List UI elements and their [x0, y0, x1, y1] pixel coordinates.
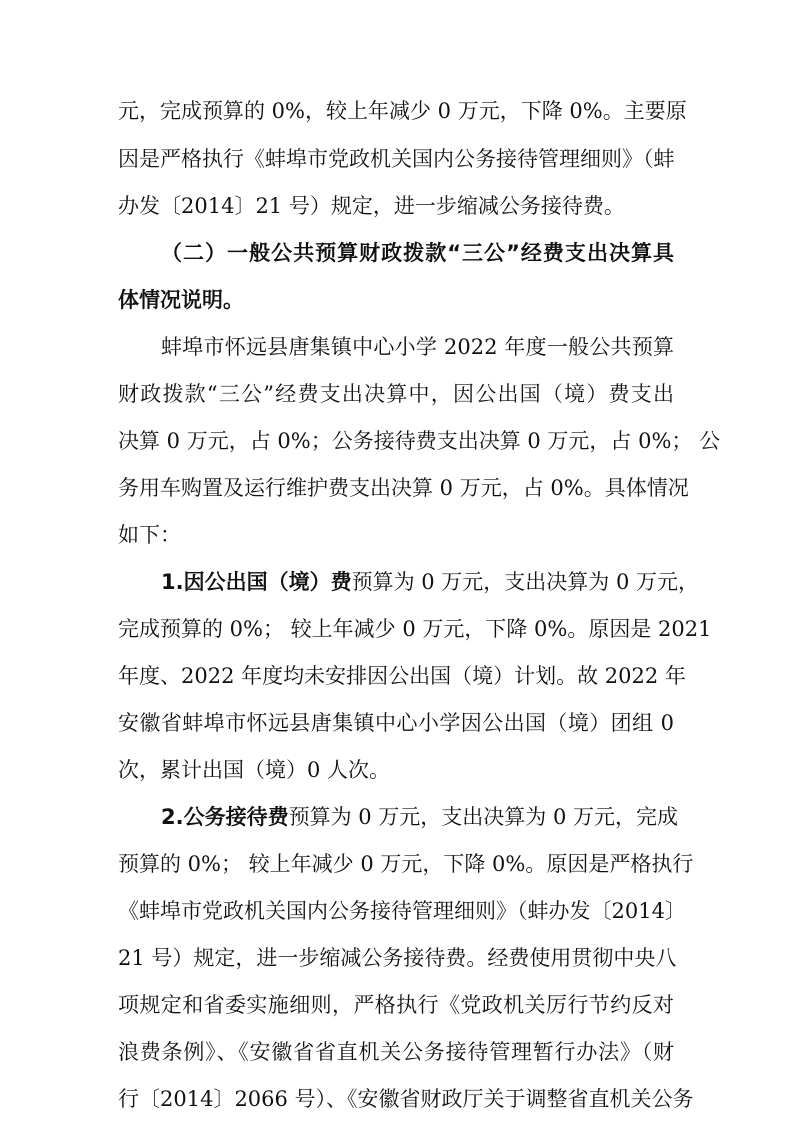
body-line: 项规定和省委实施细则，严格执行《党政机关厉行节约反对	[118, 993, 674, 1017]
section-heading: 体情况说明。	[118, 288, 244, 312]
body-line: 务用车购置及运行维护费支出决算 0 万元，占 0%。具体情况	[118, 476, 689, 500]
body-line: 元，完成预算的 0%，较上年减少 0 万元，下降 0%。主要原	[118, 99, 687, 123]
section-heading: （二）一般公共预算财政拨款“三公”经费支出决算具	[161, 241, 674, 265]
body-line: 《蚌埠市党政机关国内公务接待管理细则》（蚌办发〔2014〕	[118, 899, 686, 923]
body-line: 浪费条例》、《安徽省省直机关公务接待管理暂行办法》（财	[118, 1040, 674, 1064]
body-line: 因是严格执行《蚌埠市党政机关国内公务接待管理细则》（蚌	[118, 147, 675, 171]
body-line: 办发〔2014〕21 号）规定，进一步缩减公务接待费。	[118, 194, 625, 218]
body-line: 年度、2022 年度均未安排因公出国（境）计划。故 2022 年	[118, 664, 686, 688]
body-line: 如下：	[118, 523, 181, 547]
body-line: 次，累计出国（境）0 人次。	[118, 758, 391, 782]
item-heading: 2.公务接待费	[161, 805, 289, 829]
body-line: 预算的 0%； 较上年减少 0 万元，下降 0%。原因是严格执行	[118, 852, 694, 876]
body-line: 行〔2014〕2066 号）、《安徽省财政厅关于调整省直机关公务	[118, 1087, 694, 1111]
body-line: 完成预算的 0%； 较上年减少 0 万元，下降 0%。原因是 2021	[118, 617, 712, 641]
body-line: 财政拨款“三公”经费支出决算中，因公出国（境）费支出	[118, 382, 674, 406]
item-heading: 1.因公出国（境）费	[161, 570, 352, 594]
body-line: 21 号）规定，进一步缩减公务接待费。经费使用贯彻中央八	[118, 946, 677, 970]
body-line: 蚌埠市怀远县唐集镇中心小学 2022 年度一般公共预算	[161, 335, 674, 359]
item-line: 1.因公出国（境）费预算为 0 万元，支出决算为 0 万元，	[161, 570, 700, 594]
body-line: 安徽省蚌埠市怀远县唐集镇中心小学因公出国（境）团组 0	[118, 711, 674, 735]
item-line: 2.公务接待费预算为 0 万元，支出决算为 0 万元，完成	[161, 805, 679, 829]
body-line: 决算 0 万元，占 0%；公务接待费支出决算 0 万元，占 0%； 公	[118, 429, 721, 453]
